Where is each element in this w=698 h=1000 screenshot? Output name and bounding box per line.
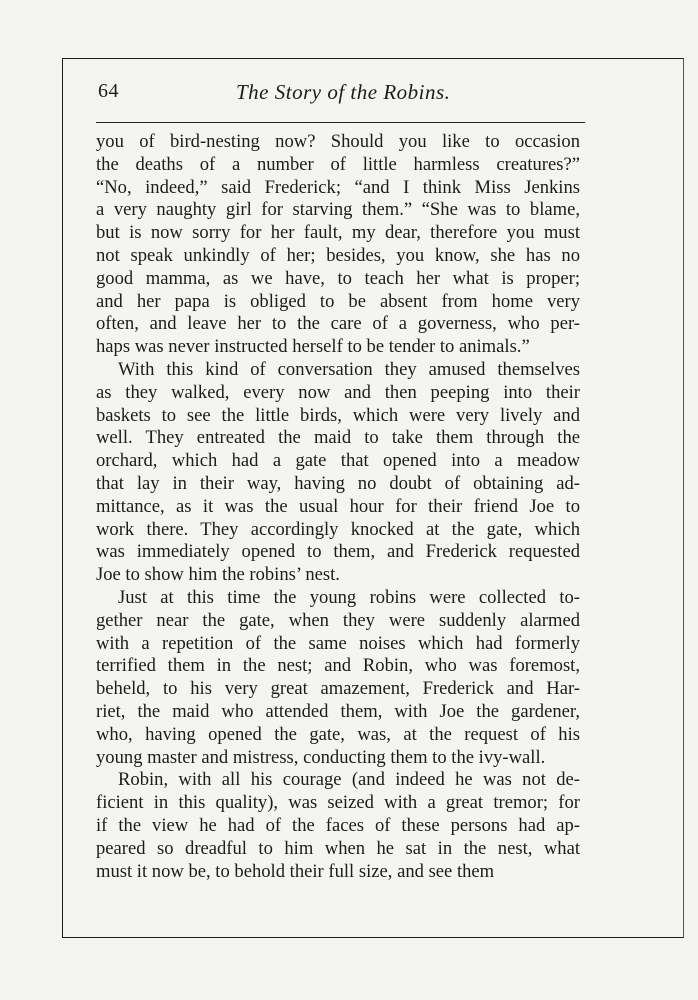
paragraph [96,769,580,883]
text-line: the deaths of a number of little harmless creatures?” [96,153,580,175]
text-line: ficient in this quality), was seized with a great tremor; for [96,792,580,814]
text-line: orchard, which had a gate that opened into a meadow [96,450,580,472]
text-line: gether near the gate, when they were suddenly alarmed [96,609,580,631]
text-line: Robin, with all his courage (and indeed he was not de- [118,769,580,791]
text-line: riet, the maid who attended them, with Joe the gardener, [96,700,580,722]
page-number: 64 [98,80,119,102]
text-line: Just at this time the young robins were collected to- [118,586,580,608]
paragraph [96,131,580,359]
text-line: must it now be, to behold their full size, and see them [96,860,495,882]
text-line: with a repetition of the same noises which had formerly [96,632,580,654]
text-line: but is now sorry for her fault, my dear, therefore you must [96,222,580,244]
text-line: work there. They accordingly knocked at the gate, which [96,518,580,540]
text-line: if the view he had of the faces of these persons had ap- [96,814,580,836]
text-line: beheld, to his very great amazement, Frederick and Har- [96,678,580,700]
running-title: The Story of the Robins. [236,80,451,104]
text-line: baskets to see the little birds, which were very lively and [96,404,580,426]
text-line: good mamma, as we have, to teach her what is proper; [96,267,580,289]
text-line: and her papa is obliged to be absent from home very [96,290,580,312]
paragraph [96,587,580,769]
text-line: was immediately opened to them, and Frederick requested [96,541,580,563]
text-line: as they walked, every now and then peeping into their [96,381,580,403]
text-line: haps was never instructed herself to be tender to animals.” [96,336,530,358]
page-header [96,80,586,110]
text-line: young master and mistress, conducting them to the ivy-wall. [96,746,546,768]
text-line: who, having opened the gate, was, at the request of his [96,723,580,745]
text-line: well. They entreated the maid to take them through the [96,427,580,449]
text-line: mittance, as it was the usual hour for their friend Joe to [96,495,580,517]
header-rule [96,122,585,123]
text-line: you of bird-nesting now? Should you like to occasion [96,131,580,152]
text-line: peared so dreadful to him when he sat in the nest, what [96,837,580,859]
text-line: Joe to show him the robins’ nest. [96,564,340,586]
body-text [96,131,580,883]
text-line: a very naughty girl for starving them.” “She was to blame, [96,199,580,221]
text-line: terrified them in the nest; and Robin, who was foremost, [96,655,580,677]
text-line: that lay in their way, having no doubt of obtaining ad- [96,472,580,494]
paragraph [96,359,580,587]
text-line: often, and leave her to the care of a governess, who per- [96,313,580,335]
text-line: With this kind of conversation they amused themselves [118,358,580,380]
text-line: “No, indeed,” said Frederick; “and I think Miss Jenkins [96,176,580,198]
text-line: not speak unkindly of her; besides, you know, she has no [96,244,580,266]
